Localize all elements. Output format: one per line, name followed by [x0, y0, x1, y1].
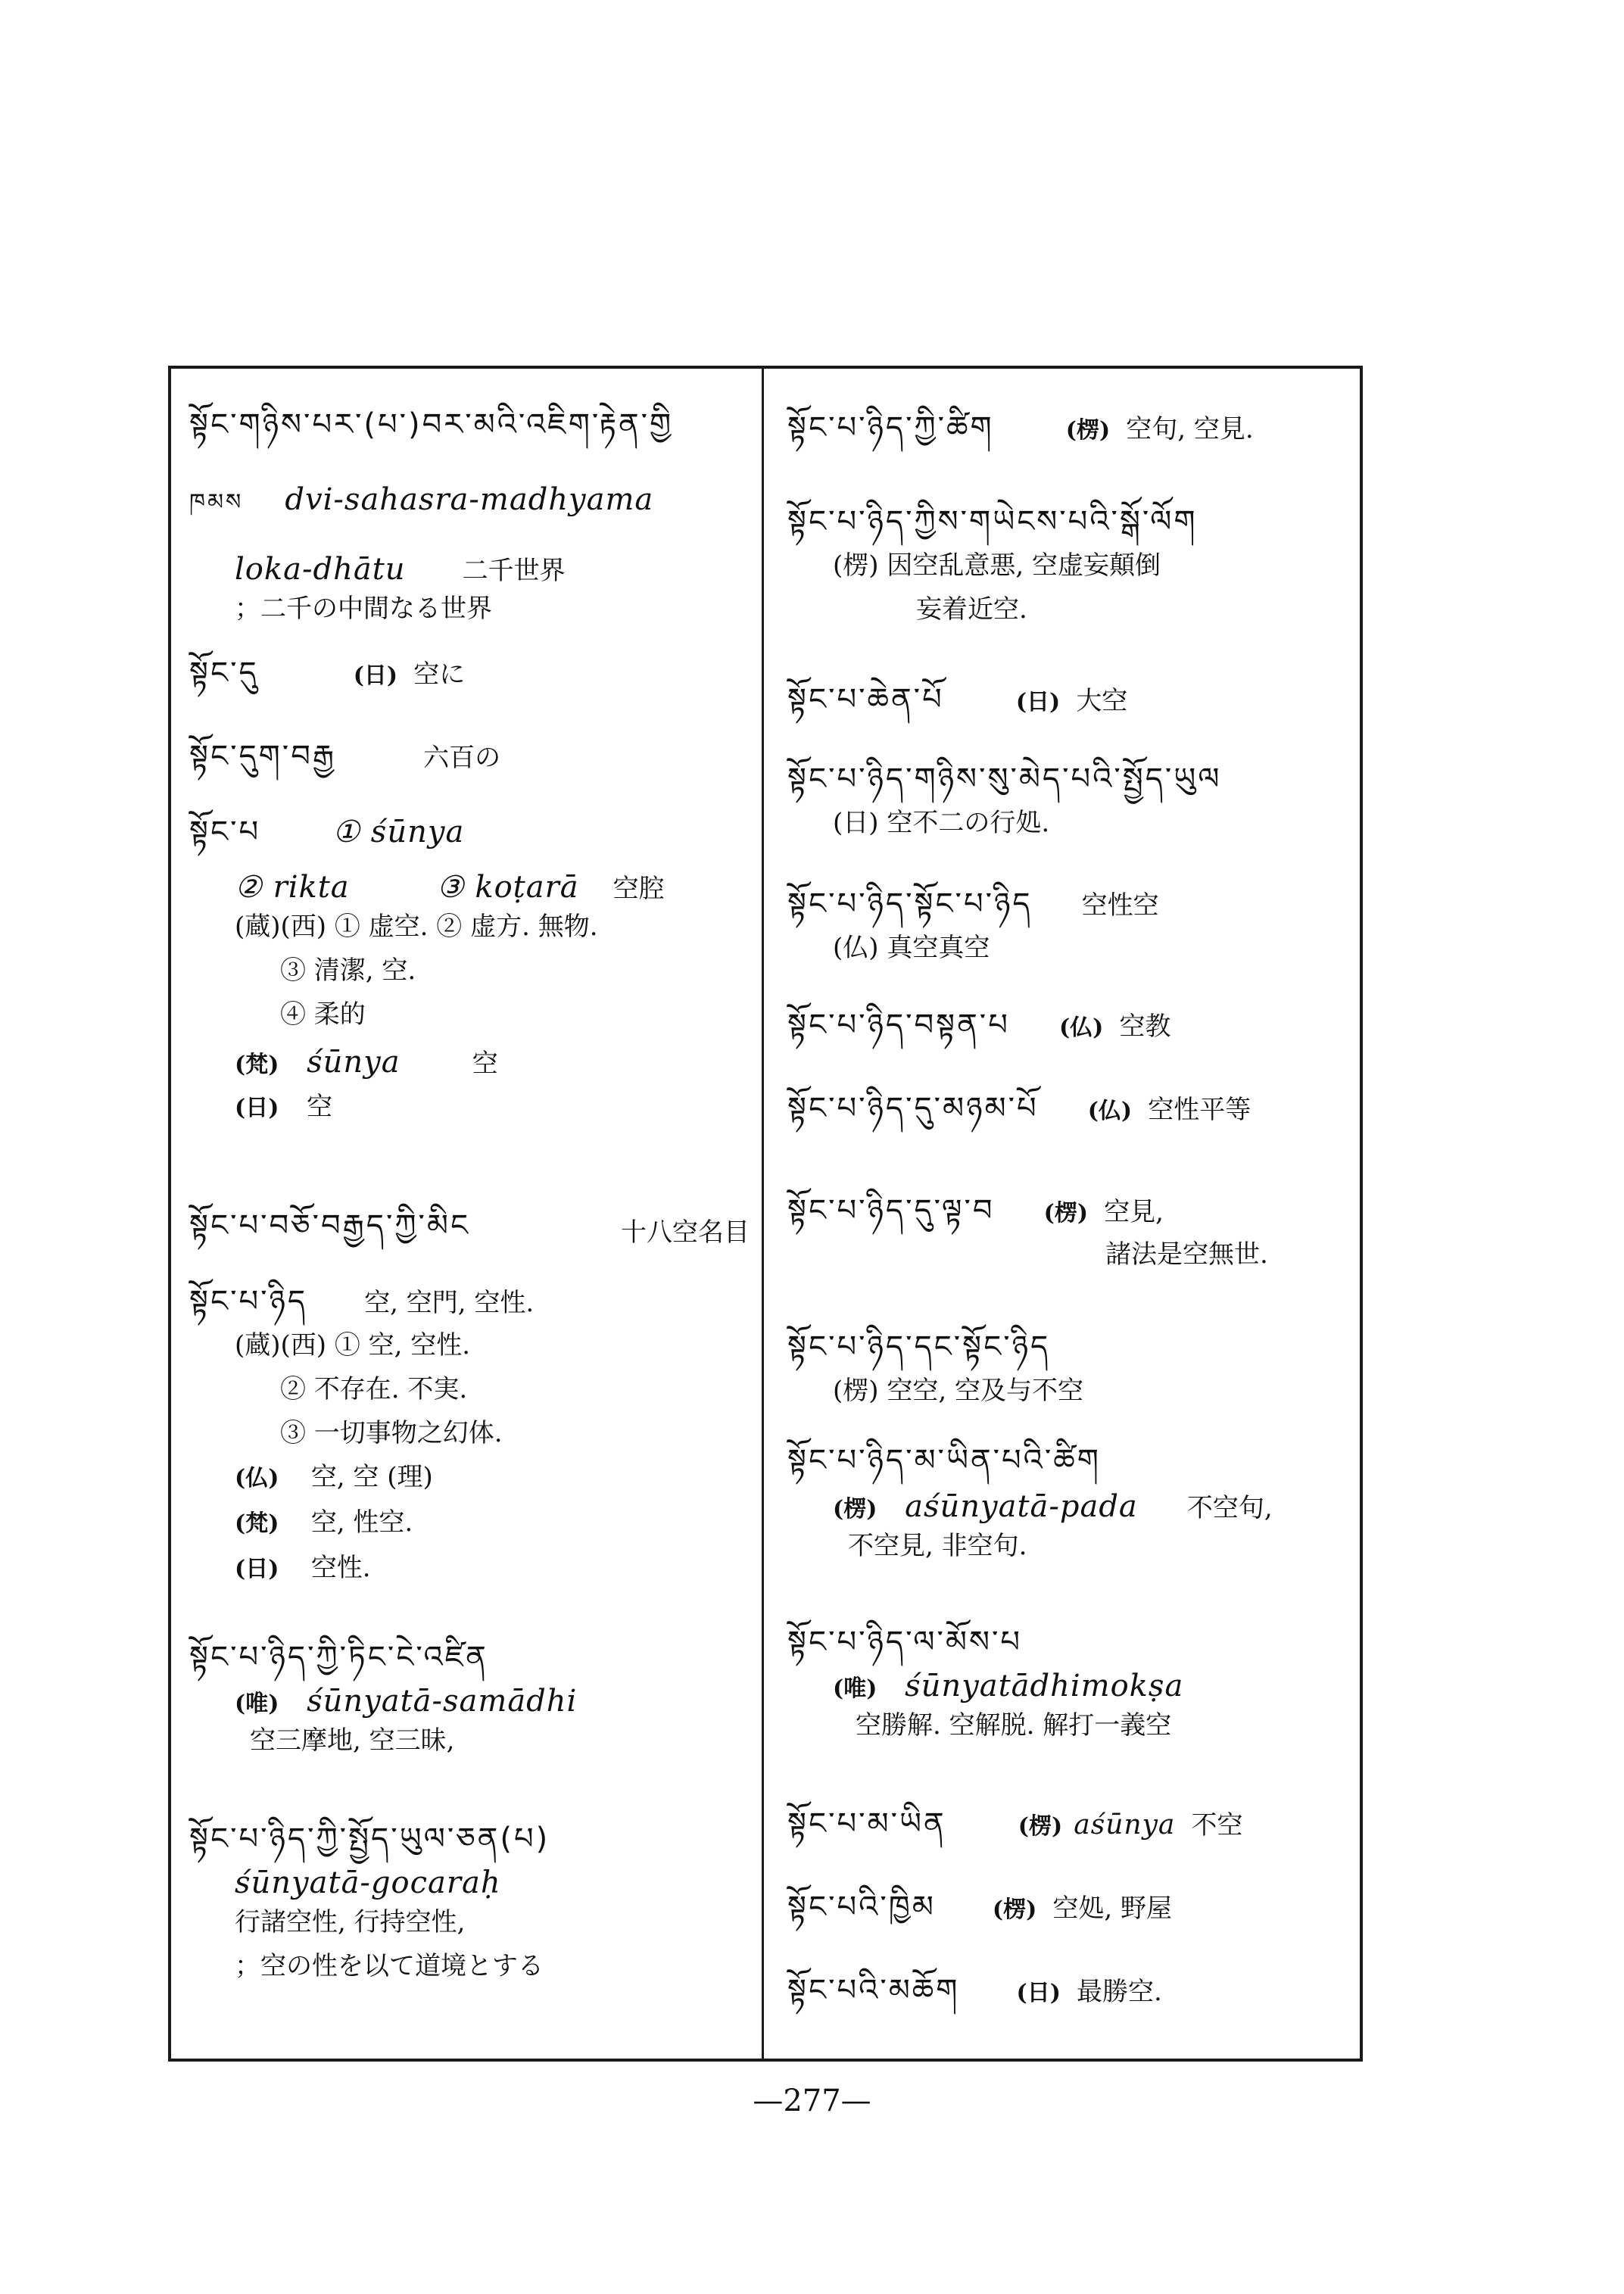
source-tag: (日): [235, 1095, 279, 1121]
source-tag: (楞): [833, 1496, 877, 1523]
entry-headword: སྟོང་དུག་བརྒྱ: [189, 739, 336, 774]
source-tag: (日): [1015, 689, 1061, 715]
source-tag: (梵): [235, 1052, 279, 1078]
entry-headword: སྟོང་པ་ཉིད་མ་ཡིན་པའི་ཚིག: [787, 1443, 1101, 1478]
entry: [787, 882, 1348, 970]
entry-headword: སྟོང་པ་ཉིད་དུ་མཉམ་པོ: [787, 1091, 1039, 1126]
sanskrit-term: aśūnyatā-pada: [905, 1489, 1138, 1524]
page-number: —277—: [753, 2084, 871, 2118]
sanskrit-term: dvi-sahasra-madhyama: [285, 482, 654, 517]
source-tag: (楞): [1018, 1813, 1063, 1840]
definition-line: (蔵)(西) ① 空, 空性.: [235, 1330, 471, 1361]
entry: [787, 406, 1348, 450]
entry-meaning: 空に: [413, 659, 466, 690]
entry: [189, 1204, 750, 1248]
entry-meaning: 空教: [1119, 1011, 1171, 1042]
source-tag: (日): [1016, 1980, 1061, 2006]
source-tag: (楞): [1043, 1200, 1089, 1226]
entry: [787, 757, 1348, 845]
entry: [787, 1438, 1348, 1568]
sanskrit-term: aśūnya: [1074, 1809, 1176, 1840]
entry-headword: སྟོང་པ་ཉིད་ཀྱི་ཏིང་ངེ་འཛིན: [189, 1640, 488, 1675]
japanese-gloss: 空勝解. 空解脱. 解打一義空: [856, 1710, 1172, 1741]
definition-line: (日) 空不二の行処.: [833, 808, 1050, 838]
entry: [189, 1817, 750, 1988]
entry-headword: སྟོང་པ་ཉིད་ཀྱི་སྤྱོད་ཡུལ་ཅན(པ): [189, 1822, 550, 1856]
entry-headword: སྟོང་པའི་ཁྱིམ: [787, 1890, 936, 1925]
entry-meaning: 空処, 野屋: [1052, 1893, 1173, 1924]
entry-headword: སྟོང་པ་ཉིད་དང་སྟོང་ཉིད: [787, 1329, 1051, 1364]
entry-headword: སྟོང་པ་ཉིད་དུ་ལྟ་བ: [787, 1193, 995, 1228]
entry: [787, 1325, 1348, 1413]
entry-headword: སྟོང་པ: [189, 815, 261, 849]
entry-headword: སྟོང་པ་ཉིད་ལ་མོས་པ: [787, 1625, 1023, 1660]
entry-meaning: 六百の: [423, 743, 501, 773]
entry: [189, 734, 750, 778]
entry-meaning: 十八空名目: [621, 1217, 750, 1248]
entry-headword: སྟོང་པ་མ་ཡིན: [787, 1806, 946, 1841]
sanskrit-term: ② rikta: [235, 870, 350, 905]
entry-headword: སྟོང་དུ: [189, 656, 259, 690]
entry: [787, 1003, 1348, 1047]
japanese-gloss: 空: [307, 1092, 333, 1122]
japanese-gloss: 空三摩地, 空三昧,: [250, 1725, 455, 1756]
entry-headword: སྟོང་པ་བཅོ་བརྒྱད་ཀྱི་མིང: [189, 1208, 471, 1243]
sanskrit-term: ① śūnya: [332, 815, 465, 849]
entry-meaning: 空, 空門, 空性.: [364, 1288, 535, 1318]
entry-headword: སྟོང་པ་ཉིད་ཀྱི་ཚིག: [787, 410, 994, 445]
sanskrit-term: ③ koṭarā: [436, 870, 579, 905]
japanese-gloss: ；空の性を以て道境とする: [235, 1951, 544, 1981]
entry-headword: སྟོང་གཉིས་པར་(པ་)བར་མའི་འཇིག་རྟེན་གྱི: [189, 407, 674, 442]
definition-line: (楞) 空空, 空及与不空: [833, 1376, 1083, 1406]
entry-tag: ཁམས: [189, 489, 244, 516]
source-tag: (唯): [235, 1691, 279, 1717]
source-tag: (楞): [992, 1897, 1037, 1923]
entry-meaning: 空句, 空見.: [1126, 414, 1254, 444]
japanese-gloss: 行諸空性, 行持空性,: [235, 1907, 466, 1937]
definition-line: (仏) 真空真空: [833, 933, 990, 963]
japanese-gloss: 不空句,: [1186, 1493, 1273, 1523]
entry-headword: སྟོང་པ་ཉིད: [189, 1284, 308, 1319]
definition-line: 空, 性空.: [310, 1507, 413, 1538]
sanskrit-term: loka-dhātu: [235, 552, 406, 587]
definition-line: ② 不存在. 不実.: [280, 1374, 468, 1404]
entry: [787, 500, 1348, 631]
japanese-gloss: 空腔: [613, 874, 665, 904]
definition-line: 空, 空 (理): [310, 1462, 433, 1492]
entry: [189, 810, 750, 1123]
definition-line: 妄着近空.: [916, 594, 1027, 625]
entry-meaning: 空見,: [1104, 1197, 1164, 1227]
entry: [787, 1802, 1348, 1846]
source-tag: (日): [235, 1556, 279, 1582]
definition-line: ④ 柔的: [280, 999, 366, 1030]
source-tag: (仏): [1058, 1015, 1104, 1041]
definition-line: (楞) 因空乱意悪, 空虚妄顛倒: [833, 550, 1161, 581]
entry: [189, 1635, 750, 1763]
entry-headword: སྟོང་པ་ཉིད་བསྟན་པ: [787, 1008, 1010, 1043]
definition-line: (蔵)(西) ① 虚空. ② 虚方. 無物.: [235, 912, 598, 942]
japanese-gloss: 二千世界: [462, 556, 566, 586]
japanese-gloss: 不空見, 非空句.: [848, 1531, 1027, 1561]
source-tag: (唯): [833, 1675, 877, 1702]
entry: [189, 1279, 750, 1591]
sanskrit-term: śūnya: [307, 1045, 401, 1080]
entry-headword: སྟོང་པ་ཉིད་གཉིས་སུ་མེད་པའི་སྤྱོད་ཡུལ: [787, 762, 1222, 796]
source-tag: (楞): [1065, 417, 1111, 444]
entry-meaning: 大空: [1076, 686, 1128, 716]
source-tag: (梵): [235, 1510, 279, 1537]
definition-line: ③ 一切事物之幻体.: [280, 1418, 503, 1448]
japanese-gloss: ；二千の中間なる世界: [235, 594, 492, 624]
sanskrit-term: śūnyatā-gocaraḥ: [235, 1865, 501, 1900]
entry-headword: སྟོང་པ་ཆེན་པོ: [787, 682, 944, 717]
source-tag: (仏): [235, 1465, 279, 1491]
entry: [787, 678, 1348, 722]
definition-line: 空性.: [310, 1553, 371, 1583]
entry: [189, 651, 750, 695]
entry-headword: སྟོང་པ་ཉིད་སྟོང་པ་ཉིད: [787, 887, 1033, 921]
entry-meaning: 不空: [1191, 1810, 1243, 1840]
entry: [787, 1968, 1348, 2012]
entry-headword: སྟོང་པའི་མཆོག: [787, 1973, 960, 2008]
entry: [787, 1189, 1348, 1276]
entry: [787, 1885, 1348, 1929]
entry-meaning: 空性空: [1081, 890, 1159, 921]
entry-headword: སྟོང་པ་ཉིད་ཀྱིས་གཡེངས་པའི་སྒོ་ལོག: [787, 504, 1198, 539]
definition-line: 諸法是空無世.: [1105, 1239, 1268, 1270]
source-tag: (日): [353, 662, 398, 689]
entry: [787, 1086, 1348, 1130]
source-tag: (仏): [1087, 1098, 1133, 1124]
sanskrit-term: śūnyatā-samādhi: [307, 1684, 578, 1719]
sanskrit-term: śūnyatādhimokṣa: [905, 1669, 1184, 1703]
entry-meaning: 空性平等: [1148, 1095, 1252, 1125]
japanese-gloss: 空: [472, 1049, 498, 1079]
entry-meaning: 最勝空.: [1077, 1977, 1162, 2007]
column-divider: [762, 366, 764, 2062]
entry: [189, 403, 750, 631]
entry: [787, 1620, 1348, 1747]
definition-line: ③ 清潔, 空.: [280, 955, 416, 986]
